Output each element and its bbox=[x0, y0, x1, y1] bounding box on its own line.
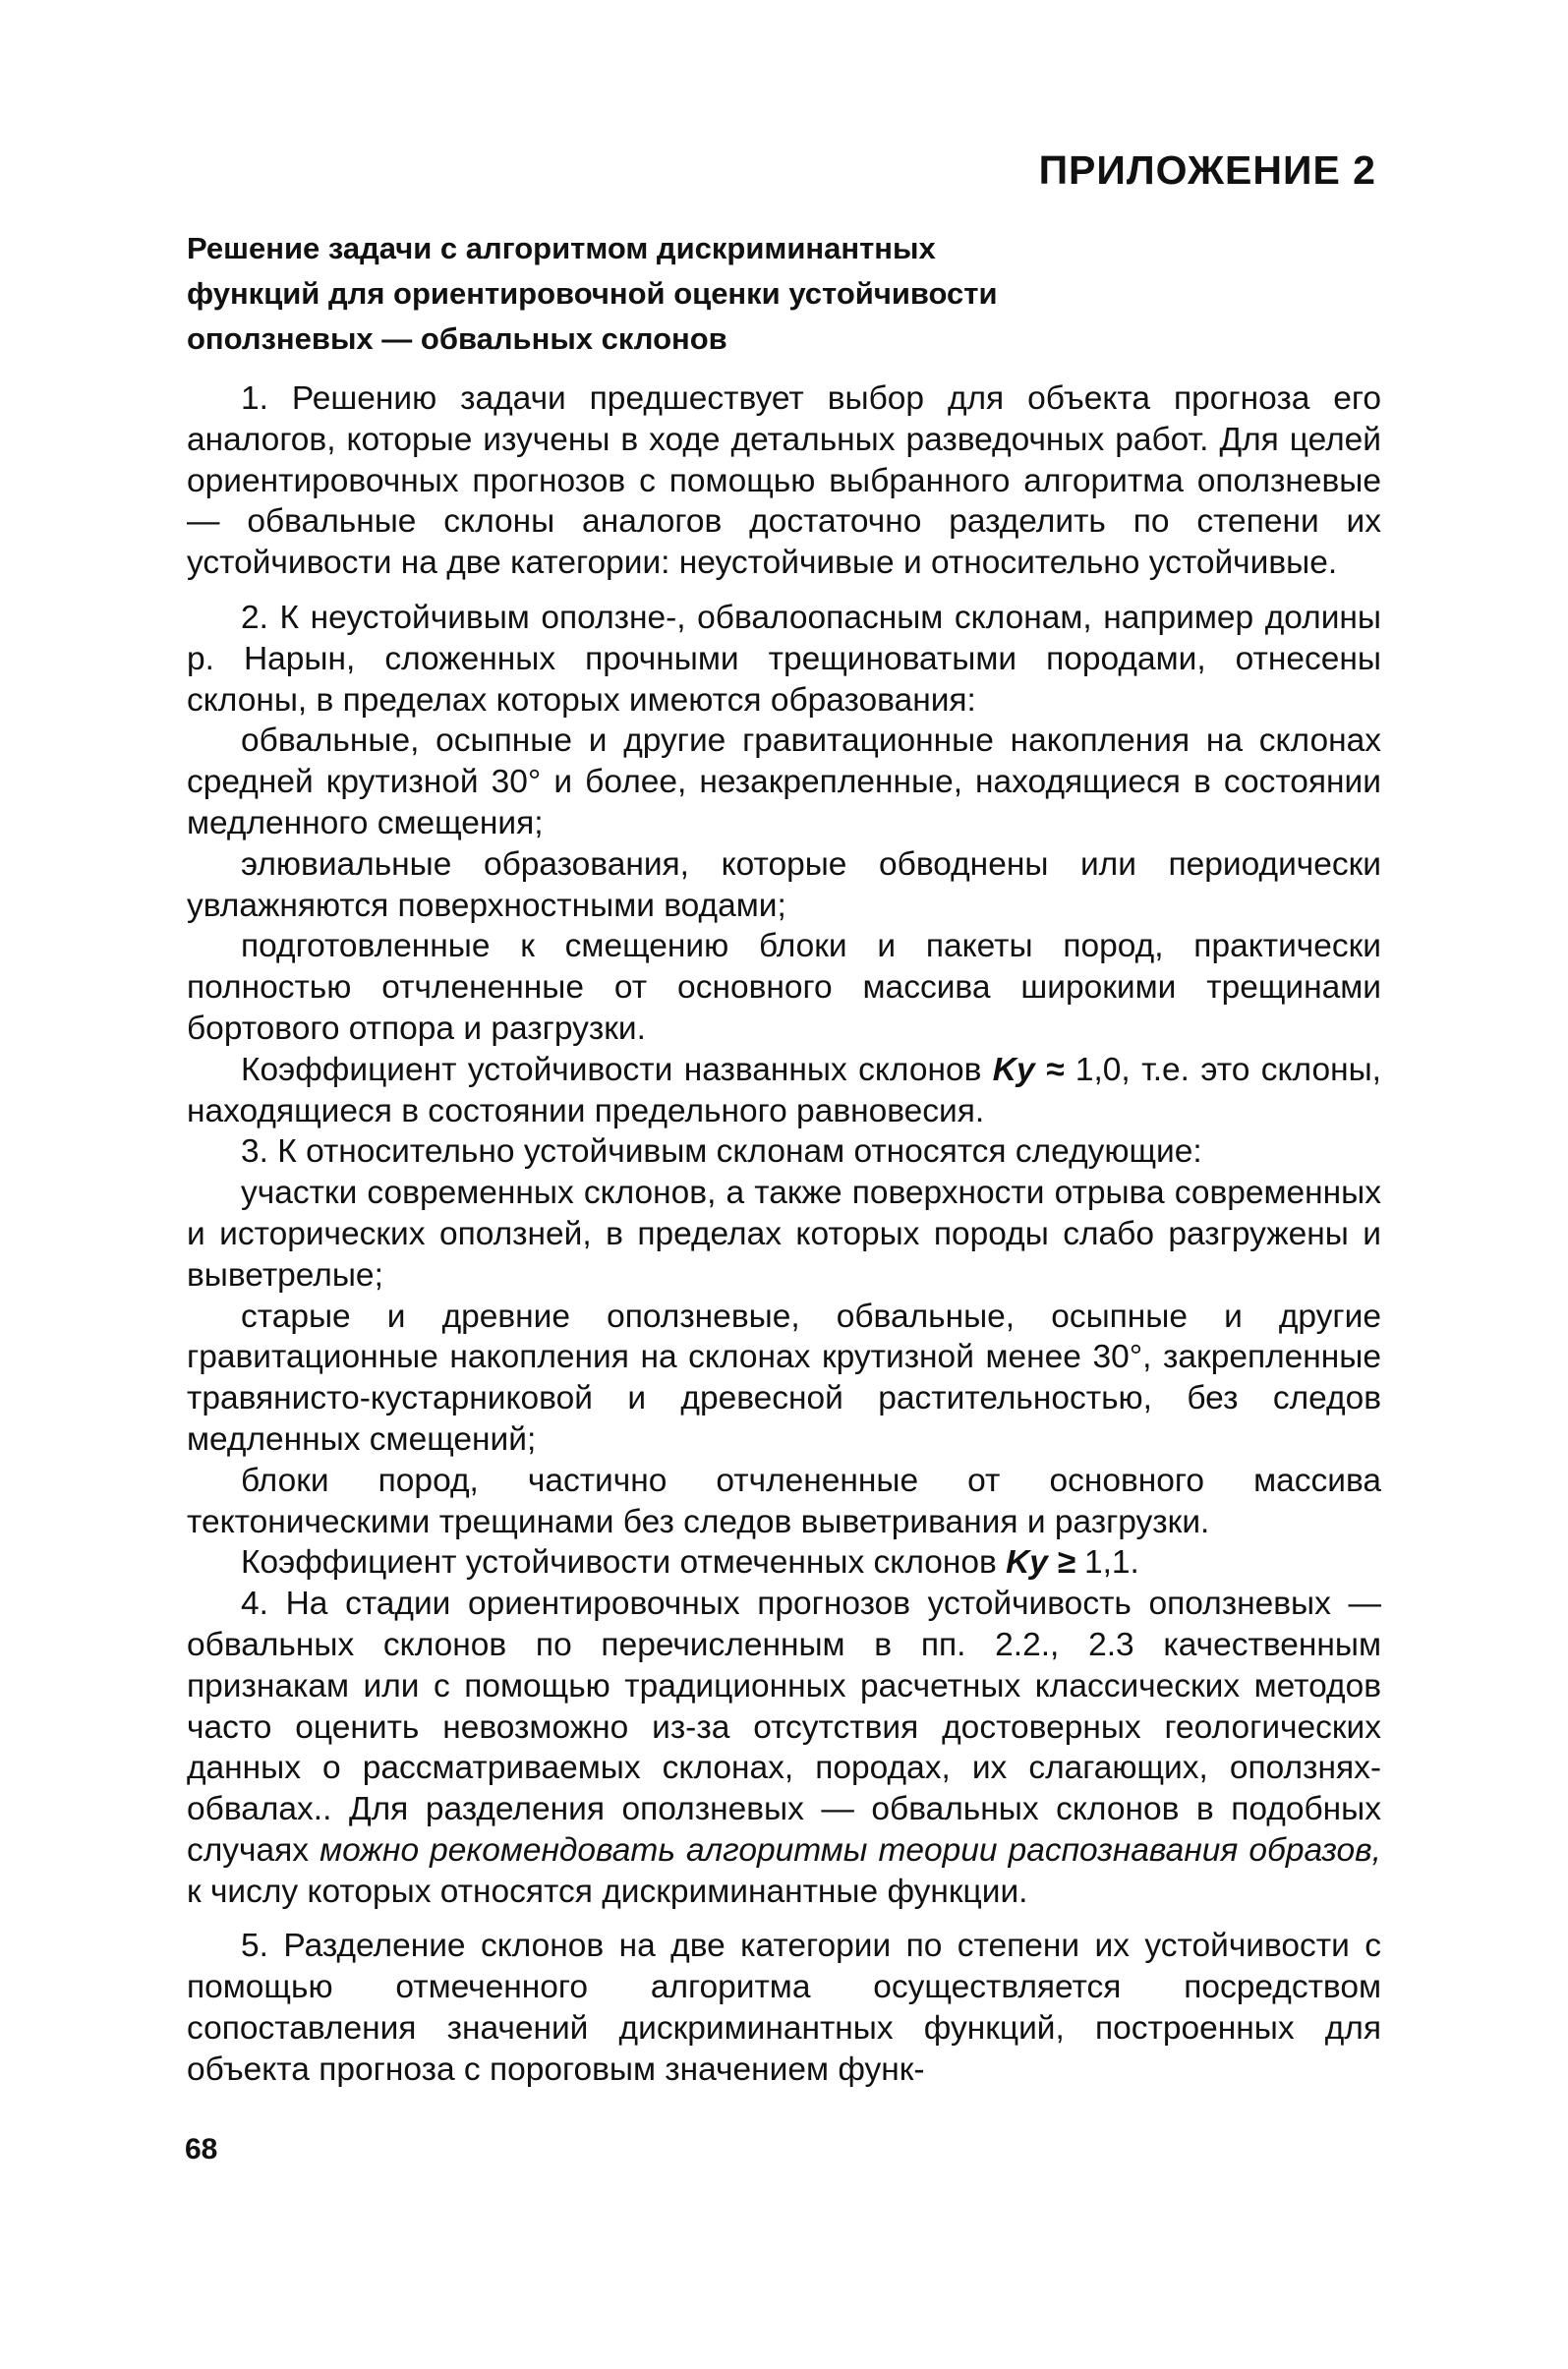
paragraph-2d bbox=[187, 1050, 1381, 1132]
paragraph-3a: участки современных склонов, а также поверхности отрыва современных и исторических оползней, в пределах которых породы слабо разгружены и выветрелые; bbox=[187, 1175, 1381, 1294]
paragraph-2b: элювиальные образования, которые обводнены или периодически увлажняются поверхностными водами; bbox=[187, 845, 1381, 924]
stability-coefficient-symbol: Kу ≥ bbox=[1006, 1544, 1075, 1582]
paragraph-3: 3. К относительно устойчивым склонам относятся следующие: bbox=[241, 1133, 1202, 1171]
italic-text-run: можно рекомендовать алгоритмы теории распознавания образов, bbox=[319, 1831, 1381, 1869]
title-line: оползневых — обвальных склонов bbox=[187, 321, 727, 356]
text-run: 1,1. bbox=[1074, 1544, 1139, 1582]
paragraph-3c: блоки пород, частично отчлененные от основного массива тектоническими трещинами без следов выветривания и разгрузки. bbox=[187, 1462, 1381, 1540]
text-run: к числу которых относятся дискриминантные функции. bbox=[187, 1873, 1028, 1910]
text-run: Коэффициент устойчивости отмеченных склонов bbox=[241, 1544, 1007, 1582]
text-run: 4. На стадии ориентировочных прогнозов устойчивость оползневых — обвальных склонов по перечисленным в пп. 2.2., 2.3 качественным признакам или с помощью традиционных расчетных классических методов часто оценить невозможно из-за отсутствия достоверных геологических данных о рассматриваемых склонах, породах, их слагающих, оползнях-обвалах.. Для разделения оползневых — обвальных склонов в подобных случаях bbox=[187, 1586, 1381, 1869]
text-run: Коэффициент устойчивости названных склонов bbox=[241, 1051, 993, 1088]
text-run: 1,0, т.е. это склоны, находящиеся в состоянии предельного равновесия. bbox=[187, 1051, 1381, 1129]
stability-coefficient-symbol: Kу ≈ bbox=[992, 1051, 1065, 1088]
title-line: функций для ориентировочной оценки устойчивости bbox=[187, 276, 998, 311]
page-number: 68 bbox=[185, 2133, 218, 2166]
paragraph-3d bbox=[187, 1542, 1381, 1584]
section-title bbox=[187, 226, 1170, 362]
paragraph-2c: подготовленные к смещению блоки и пакеты пород, практически полностью отчлененные от основного массива широкими трещинами бортового отпора и разгрузки. bbox=[187, 928, 1381, 1047]
paragraph-4 bbox=[187, 1584, 1381, 1912]
paragraph-3b: старые и древние оползневые, обвальные, осыпные и другие гравитационные накопления на склонах крутизной менее 30°, закрепленные травянисто-кустарниковой и древесной растительностью, без следов медленных смещений; bbox=[187, 1298, 1381, 1458]
body-text bbox=[187, 378, 1381, 2091]
title-line: Решение задачи с алгоритмом дискриминантных bbox=[187, 231, 936, 265]
paragraph-1: 1. Решению задачи предшествует выбор для объекта прогноза его аналогов, которые изучены в ходе детальных разведочных работ. Для целей ориентировочных прогнозов с помощью выбранного алгоритма оползневые — обвальные склоны аналогов достаточно разделить по степени их устойчивости на две категории: неустойчивые и относительно устойчивые. bbox=[187, 380, 1381, 582]
paragraph-2a: обвальные, осыпные и другие гравитационные накопления на склонах средней крутизной 30° и более, незакрепленные, находящиеся в состоянии медленного смещения; bbox=[187, 722, 1381, 841]
paragraph-5: 5. Разделение склонов на две категории по степени их устойчивости с помощью отмеченного алгоритма осуществляется посредством сопоставления значений дискриминантных функций, построенных для объекта прогноза с пороговым значением функ- bbox=[187, 1928, 1381, 2088]
paragraph-2: 2. К неустойчивым оползне-, обвалоопасным склонам, например долины р. Нарын, сложенных прочными трещиноватыми породами, отнесены склоны, в пределах которых имеются образования: bbox=[187, 599, 1381, 719]
appendix-heading: ПРИЛОЖЕНИЕ 2 bbox=[1038, 147, 1376, 193]
